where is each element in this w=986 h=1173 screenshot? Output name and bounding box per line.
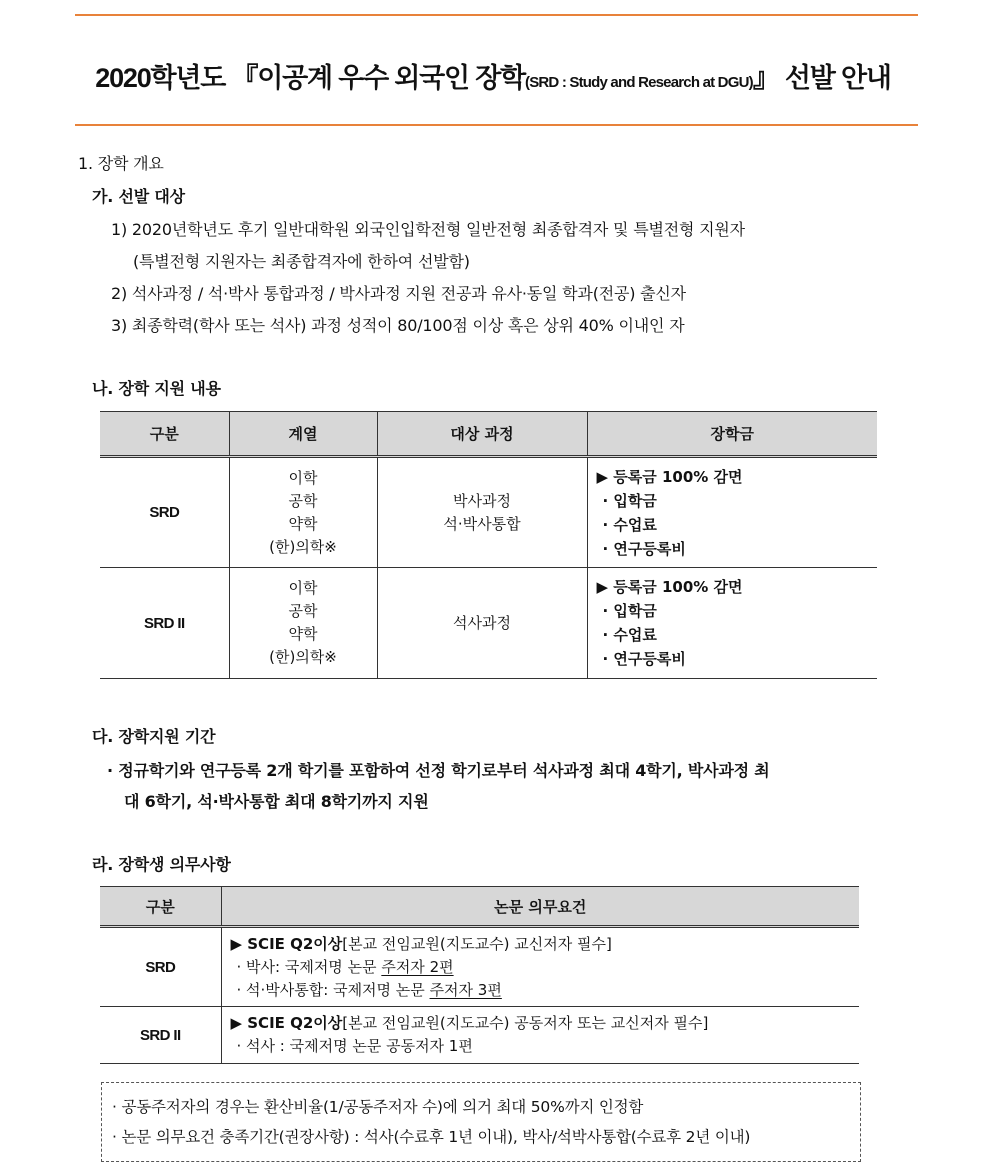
field-item: 약학	[288, 514, 318, 533]
title-main-prefix: 2020학년도 『이공계 우수 외국인 장학	[95, 63, 525, 93]
benefit-item: · 연구등록비	[602, 650, 686, 668]
header-type: 구분	[100, 887, 221, 927]
field-item: 공학	[288, 491, 318, 510]
field-item: 약학	[288, 625, 318, 643]
notes-box	[101, 1082, 861, 1162]
table-row	[100, 457, 877, 568]
requirement-level: ▶ SCIE Q2이상	[230, 1014, 343, 1032]
top-divider	[75, 14, 918, 16]
table-header-row	[100, 412, 877, 457]
row-courses	[377, 568, 587, 679]
row-type: SRD II	[100, 1007, 221, 1064]
row-fields	[229, 568, 377, 679]
section-da-heading: 다. 장학지원 기간	[92, 727, 216, 746]
title-bottom-divider	[75, 124, 918, 126]
header-course: 대상 과정	[377, 412, 587, 457]
note-item: · 공동주저자의 경우는 환산비율(1/공동주저자 수)에 의거 최대 50%까지 인정함	[112, 1098, 644, 1116]
requirement-level: ▶ SCIE Q2이상	[230, 934, 343, 953]
title-parenthetical: (SRD : Study and Research at DGU)	[525, 74, 753, 91]
header-type: 구분	[100, 412, 229, 457]
section-ga-heading: 가. 선발 대상	[92, 187, 185, 206]
field-item: (한)의학※	[269, 648, 337, 666]
row-type: SRD	[100, 927, 221, 1007]
requirement-sub: · 석사 : 국제저명 논문 공동저자 1편	[236, 1037, 473, 1055]
benefit-item: · 입학금	[602, 491, 657, 510]
page-title	[0, 56, 986, 95]
section1-heading: 1. 장학 개요	[78, 154, 164, 173]
support-period-line-1: · 정규학기와 연구등록 2개 학기를 포함하여 선정 학기로부터 석사과정 최대 4학기, 박사과정 최	[107, 761, 770, 780]
benefit-item: · 수업료	[602, 515, 657, 534]
requirement-line	[231, 1012, 860, 1035]
benefit-item: · 수업료	[602, 626, 657, 644]
row-benefits	[587, 568, 877, 679]
course-item: 석사과정	[453, 613, 511, 632]
row-courses	[377, 457, 587, 568]
requirement-sub	[231, 956, 860, 979]
sub-underlined: 주저자 3편	[429, 980, 502, 999]
requirement-sub	[231, 979, 860, 1002]
field-item: 이학	[288, 468, 318, 487]
benefit-item: ▶ 등록금 100% 감면	[596, 578, 743, 596]
requirement-line	[231, 933, 860, 956]
section-ra-heading: 라. 장학생 의무사항	[92, 855, 231, 874]
benefit-item: · 입학금	[602, 602, 657, 620]
scholarship-support-table	[100, 411, 877, 679]
obligation-table	[100, 886, 859, 1064]
support-period-line-2: 대 6학기, 석·박사통합 최대 8학기까지 지원	[124, 792, 429, 811]
row-type: SRD II	[100, 568, 229, 679]
sub-prefix: · 석·박사통합: 국제저명 논문	[236, 980, 430, 999]
field-item: 이학	[288, 579, 318, 597]
table-row	[100, 927, 859, 1007]
field-item: (한)의학※	[269, 537, 337, 556]
eligibility-item-1: 1) 2020년학년도 후기 일반대학원 외국인입학전형 일반전형 최종합격자 및 특별전형 지원자	[111, 220, 745, 239]
table-row	[100, 1007, 859, 1064]
row-requirement	[221, 1007, 859, 1064]
note-item: · 논문 의무요건 충족기간(권장사항) : 석사(수료후 1년 이내), 박사/석박사통합(수료후 2년 이내)	[112, 1128, 751, 1146]
sub-underlined: 주저자 2편	[381, 957, 454, 976]
field-item: 공학	[288, 602, 318, 620]
course-item: 석·박사통합	[443, 514, 521, 533]
eligibility-item-3: 3) 최종학력(학사 또는 석사) 과정 성적이 80/100점 이상 혹은 상위 40% 이내인 자	[111, 316, 685, 335]
table-row	[100, 568, 877, 679]
row-fields	[229, 457, 377, 568]
row-benefits	[587, 457, 877, 568]
eligibility-item-2: 2) 석사과정 / 석·박사 통합과정 / 박사과정 지원 전공과 유사·동일 학과(전공) 출신자	[111, 284, 686, 303]
title-main-suffix: 』 선발 안내	[752, 63, 891, 93]
row-requirement	[221, 927, 859, 1007]
header-field: 계열	[229, 412, 377, 457]
header-requirement: 논문 의무요건	[221, 887, 859, 927]
table-header-row	[100, 887, 859, 927]
benefit-item: · 연구등록비	[602, 539, 686, 558]
eligibility-item-1-note: (특별전형 지원자는 최종합격자에 한하여 선발함)	[133, 252, 470, 271]
course-item: 박사과정	[453, 491, 511, 510]
sub-prefix: · 박사: 국제저명 논문	[236, 957, 382, 976]
requirement-detail: [본교 전임교원(지도교수) 공동저자 또는 교신저자 필수]	[342, 1014, 709, 1032]
row-type: SRD	[100, 457, 229, 568]
benefit-item: ▶ 등록금 100% 감면	[596, 467, 743, 486]
requirement-detail: [본교 전임교원(지도교수) 교신저자 필수]	[342, 934, 612, 953]
section-na-heading: 나. 장학 지원 내용	[92, 379, 221, 398]
header-scholarship: 장학금	[587, 412, 877, 457]
